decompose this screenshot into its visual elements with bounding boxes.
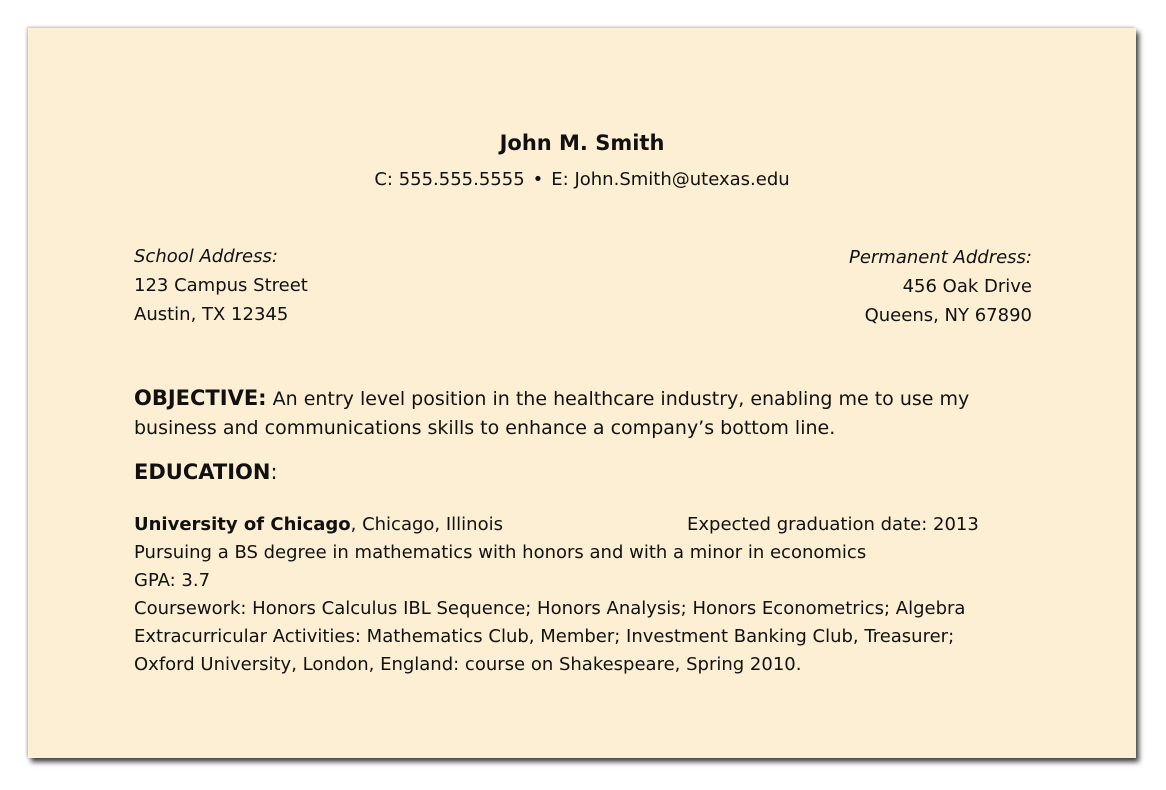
graduation-date: Expected graduation date: 2013 <box>687 514 979 535</box>
objective-text: An entry level position in the healthcare industry, enabling me to use my business and communications skills to enhance a company’s bottom line. <box>134 388 970 439</box>
school-location: , Chicago, Illinois <box>350 514 503 535</box>
school-line <box>134 511 1084 539</box>
school-address-line2: Austin, TX 12345 <box>134 304 289 325</box>
phone-number: C: 555.555.5555 <box>374 169 525 190</box>
resume-page <box>28 28 1136 758</box>
school-address-block <box>134 242 308 329</box>
resume-name: John M. Smith <box>499 131 665 155</box>
contact-line <box>28 169 1136 190</box>
education-colon: : <box>270 460 278 484</box>
study-abroad-line: Oxford University, London, England: course on Shakespeare, Spring 2010. <box>134 654 802 675</box>
school-name: University of Chicago <box>134 514 351 535</box>
education-section <box>134 511 1084 679</box>
email-address: E: John.Smith@utexas.edu <box>551 169 790 190</box>
permanent-address-block <box>849 243 1032 330</box>
gpa-line: GPA: 3.7 <box>134 570 211 591</box>
objective-section <box>134 384 1034 443</box>
school-address-line1: 123 Campus Street <box>134 275 308 296</box>
degree-line: Pursuing a BS degree in mathematics with honors and with a minor in economics <box>134 542 867 563</box>
education-label: EDUCATION <box>134 460 271 484</box>
permanent-address-line2: Queens, NY 67890 <box>864 305 1032 326</box>
school-address-label: School Address: <box>134 246 278 267</box>
permanent-address-line1: 456 Oak Drive <box>902 276 1032 297</box>
extracurricular-line: Extracurricular Activities: Mathematics Club, Member; Investment Banking Club, Treasurer; <box>134 626 955 647</box>
objective-label: OBJECTIVE: <box>134 386 267 410</box>
education-heading <box>134 460 278 484</box>
coursework-line: Coursework: Honors Calculus IBL Sequence; Honors Analysis; Honors Econometrics; Algebra <box>134 598 966 619</box>
contact-separator: • <box>532 169 544 190</box>
permanent-address-label: Permanent Address: <box>848 247 1032 268</box>
